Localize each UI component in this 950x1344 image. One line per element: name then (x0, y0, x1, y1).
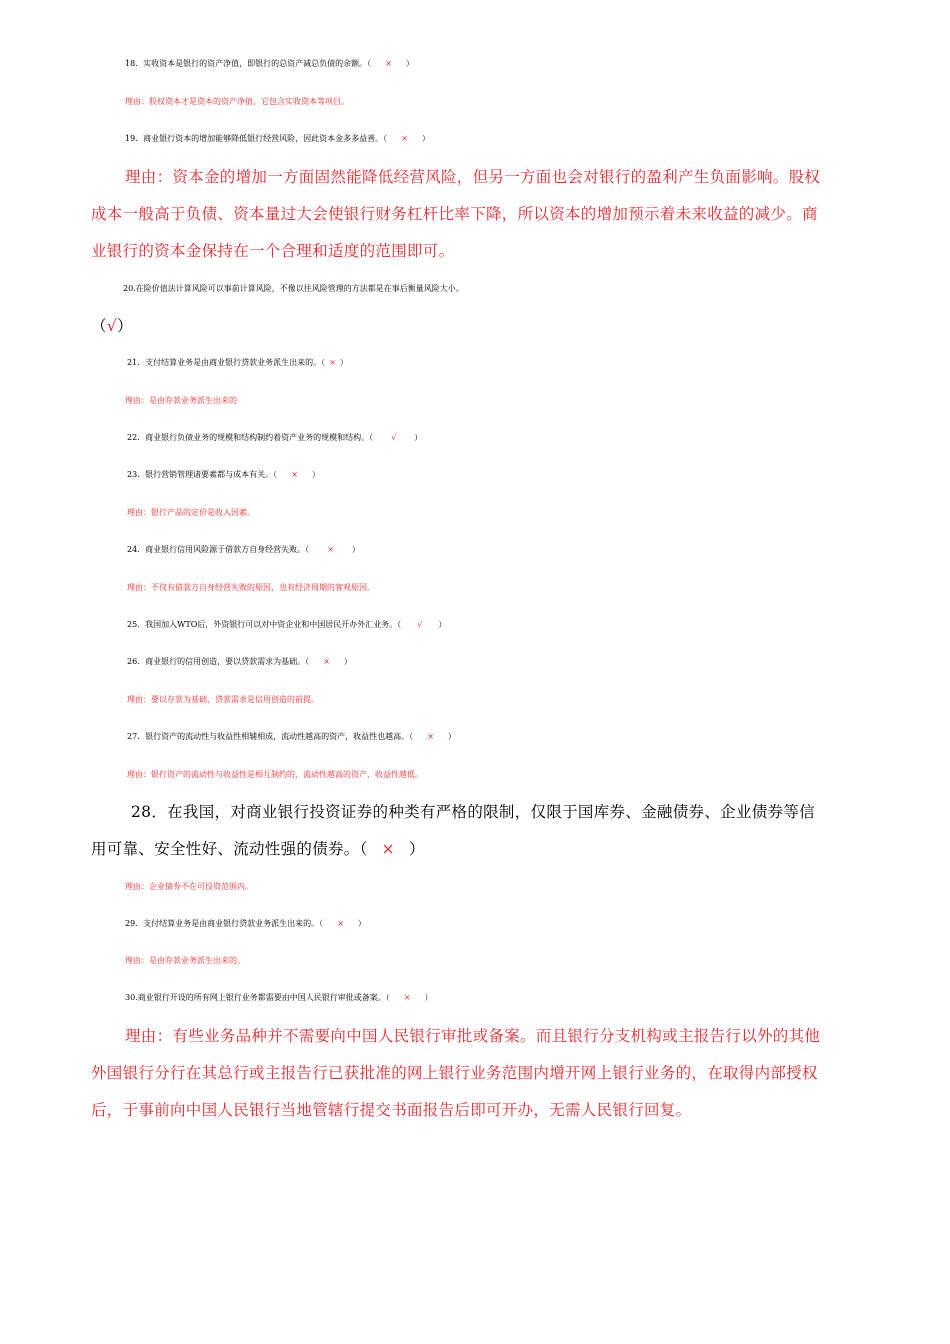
question-end: ） (357, 919, 366, 928)
question-text: 22．商业银行负债业务的规模和结构制约着资产业务的规模和结构。（ (127, 433, 374, 442)
question-18 (125, 53, 895, 75)
answer-mark: √ (417, 620, 423, 629)
question-27 (127, 726, 897, 748)
reason-23: 理由：银行产品的定价是收入因素。 (127, 508, 255, 517)
reason-30-line-1: 理由：有些业务品种并不需要向中国人民银行审批或备案。而且银行分支机构或主报告行以外的其他 (125, 1027, 821, 1045)
question-text: 30.商业银行开设的所有网上银行业务都需要由中国人民银行审批或备案。（ (125, 993, 390, 1002)
reason-27: 理由：银行资产的流动性与收益性是相互制约的，流动性越高的资产，收益性越低。 (127, 770, 423, 779)
question-text: 27．银行资产的流动性与收益性相辅相成，流动性越高的资产，收益性也越高。（ (127, 732, 414, 741)
question-24 (127, 539, 897, 561)
question-text: 18．实收资本是银行的资产净值，即银行的总资产减总负债的余额。（ (125, 59, 372, 68)
question-30 (125, 987, 895, 1009)
question-19 (125, 128, 895, 150)
question-end: ） (438, 620, 447, 629)
reason-30-line-2: 外国银行分行在其总行或主报告行已获批准的网上银行业务范围内增开网上银行业务的，在取得内部授权 (91, 1064, 818, 1082)
question-end: ） (339, 358, 348, 367)
reason-26: 理由：要以存款为基础，贷款需求是信用创造的前提。 (127, 695, 319, 704)
reason-18: 理由：股权资本才是资本的资产净值，它包含实收资本等项目。 (125, 97, 349, 106)
question-end: ） (117, 317, 133, 335)
question-end: ） (405, 59, 414, 68)
question-text: 29．支付结算业务是由商业银行贷款业务派生出来的。（ (125, 919, 324, 928)
question-22 (127, 427, 897, 449)
reason-28: 理由：企业债券不在可投资范围内。 (125, 882, 253, 891)
reason-19-line-1: 理由：资本金的增加一方面固然能降低经营风险，但另一方面也会对银行的盈利产生负面影响。股权 (125, 168, 821, 186)
answer-mark: × (381, 840, 395, 858)
question-20-line-2 (91, 315, 861, 337)
answer-mark: × (323, 657, 330, 666)
answer-mark: × (427, 732, 434, 741)
reason-29: 理由：是由存款业务派生出来的。 (125, 956, 245, 965)
question-text: 25．我国加入WTO后，外资银行可以对中资企业和中国居民开办外汇业务。（ (127, 620, 402, 629)
answer-mark: × (403, 993, 411, 1002)
question-text: 用可靠、安全性好、流动性强的债券。（ (91, 840, 368, 858)
answer-mark: × (329, 358, 336, 367)
question-text: 21．支付结算业务是由商业银行贷款业务派生出来的。（ (127, 358, 326, 367)
question-end: ） (424, 993, 433, 1002)
answer-mark: × (337, 919, 344, 928)
reason-19-line-3: 业银行的资本金保持在一个合理和适度的范围即可。 (91, 242, 455, 260)
question-end: ） (421, 134, 430, 143)
answer-mark: √ (391, 433, 397, 442)
question-21 (127, 352, 897, 374)
question-text: 19．商业银行资本的增加能够降低银行经营风险，因此资本金多多益善。（ (125, 134, 388, 143)
reason-19-line-2: 成本一般高于负债、资本量过大会使银行财务杠杆比率下降，所以资本的增加预示着未来收益的减少。商 (91, 205, 818, 223)
question-25 (127, 614, 897, 636)
question-28-line-2 (91, 838, 861, 860)
question-open: （ (91, 317, 107, 335)
question-26 (127, 651, 897, 673)
answer-mark: √ (106, 317, 117, 335)
answer-mark: × (401, 134, 408, 143)
question-text: 23．银行营销管理诸要素都与成本有关。（ (127, 470, 278, 479)
question-20-line-1: 20.在险价值法计算风险可以事前计算风险，不像以往风险管理的方法都是在事后衡量风险大小。 (123, 284, 464, 293)
reason-21: 理由：是由存款业务派生出来的 (125, 396, 237, 405)
question-end: ） (343, 657, 352, 666)
answer-mark: × (327, 545, 334, 554)
answer-mark: × (385, 59, 392, 68)
question-end: ） (311, 470, 320, 479)
question-28-line-1: 28．在我国，对商业银行投资证券的种类有严格的限制，仅限于国库券、金融债券、企业债券等信 (131, 803, 815, 821)
question-end: ） (447, 732, 456, 741)
answer-mark: × (291, 470, 298, 479)
question-text: 24．商业银行信用风险源于借款方自身经营失败。（ (127, 545, 310, 554)
reason-24: 理由：不仅有借款方自身经营失败的原因，也有经济周期的客观原因。 (127, 583, 375, 592)
question-end: ） (351, 545, 360, 554)
question-end: ） (414, 433, 423, 442)
question-29 (125, 913, 895, 935)
question-23 (127, 464, 897, 486)
reason-30-line-3: 后，于事前向中国人民银行当地管辖行提交书面报告后即可开办，无需人民银行回复。 (91, 1101, 692, 1119)
question-end: ） (408, 840, 425, 858)
question-text: 26．商业银行的信用创造，要以贷款需求为基础。（ (127, 657, 310, 666)
